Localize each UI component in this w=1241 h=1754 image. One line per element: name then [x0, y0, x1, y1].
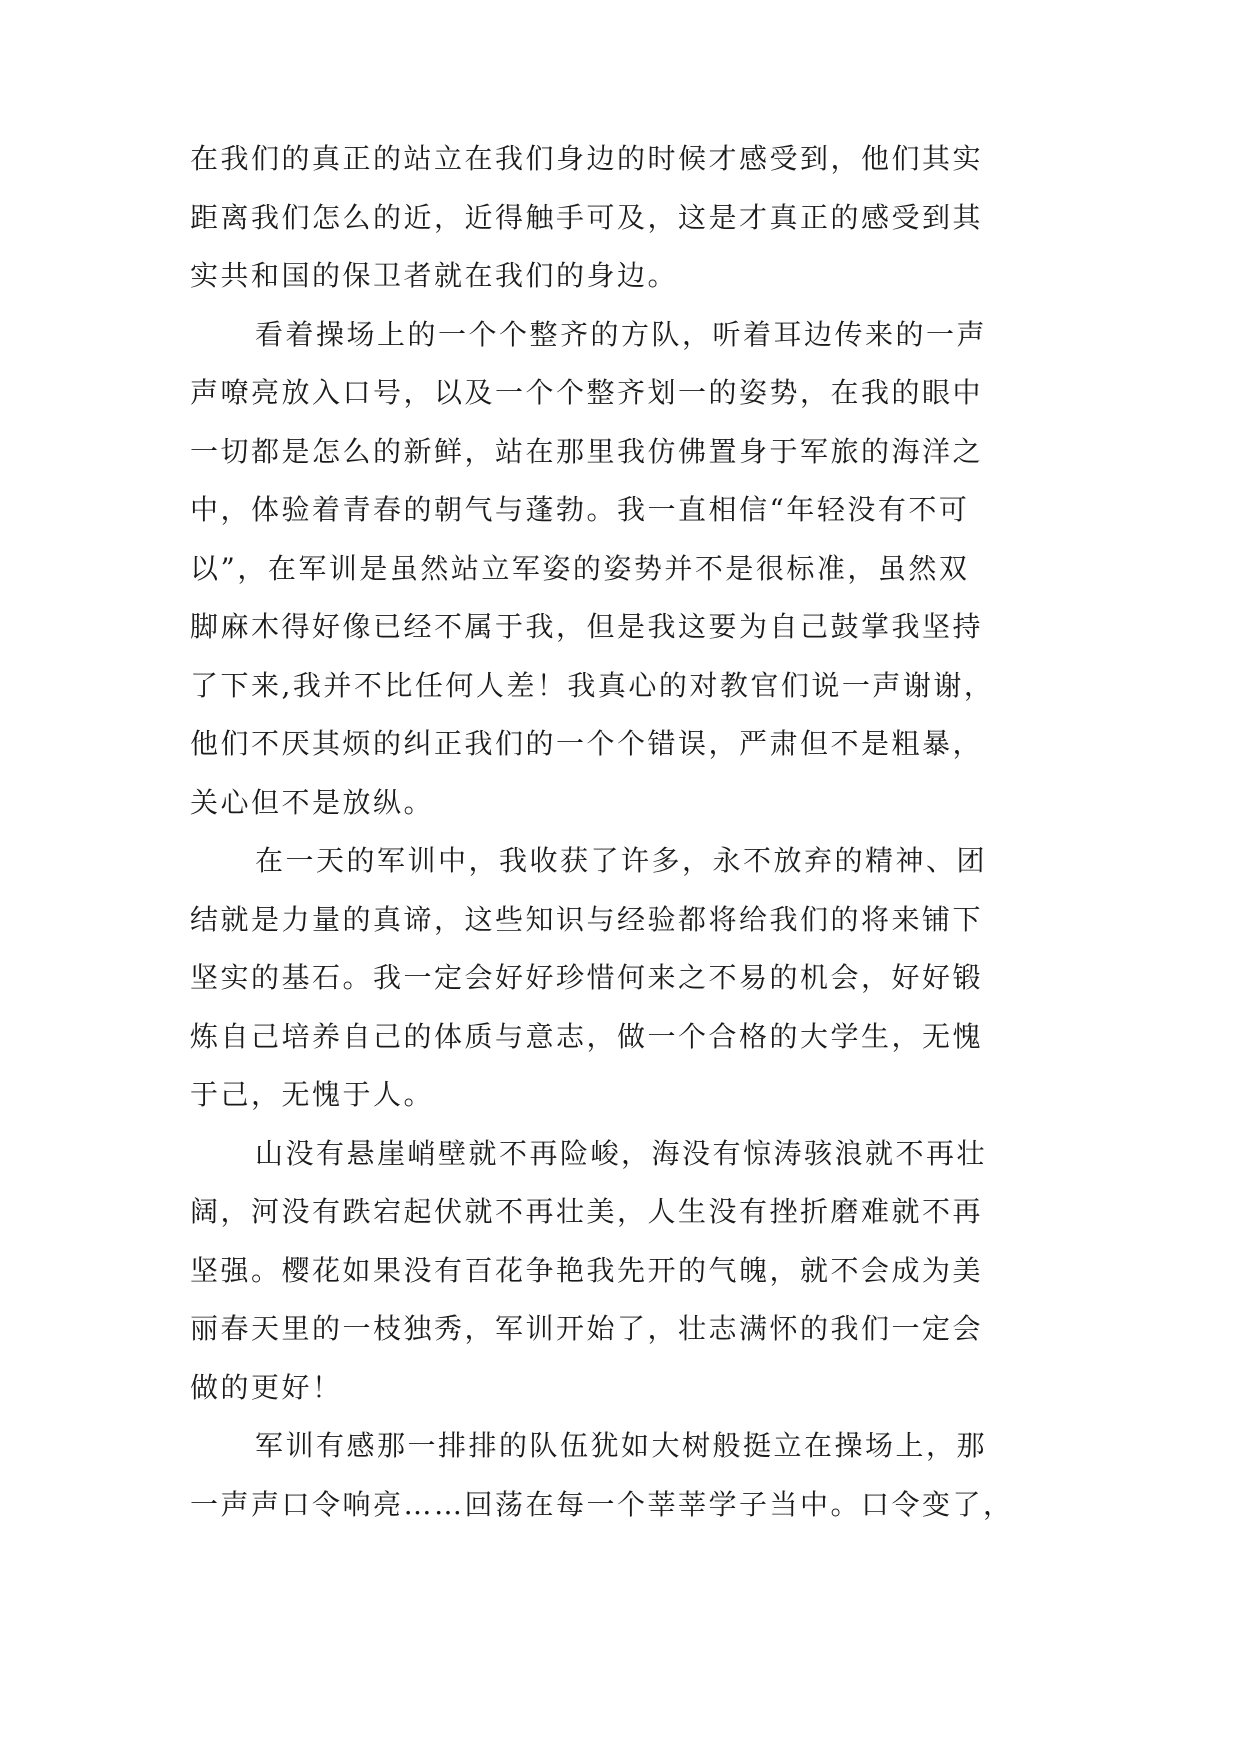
text-line: 声嘹亮放入口号，以及一个个整齐划一的姿势，在我的眼中 — [190, 376, 984, 409]
paragraph-3 — [190, 832, 1060, 1125]
text-line: 军训有感那一排排的队伍犹如大树般挺立在操场上，那 — [255, 1429, 988, 1462]
text-line: 距离我们怎么的近，近得触手可及，这是才真正的感受到其 — [190, 200, 984, 234]
text-line: 他们不厌其烦的纠正我们的一个个错误，严肃但不是粗暴， — [190, 727, 984, 760]
text-line: 做的更好！ — [190, 1370, 343, 1404]
text-line: 结就是力量的真谛，这些知识与经验都将给我们的将来铺下 — [190, 902, 984, 936]
paragraph-2 — [190, 306, 1060, 833]
text-line: 脚麻木得好像已经不属于我，但是我这要为自己鼓掌我坚持 — [190, 610, 984, 643]
text-line: 坚实的基石。我一定会好好珍惜何来之不易的机会，好好锻 — [190, 961, 984, 994]
text-line: 阔，河没有跌宕起伏就不再壮美，人生没有挫折磨难就不再 — [190, 1195, 984, 1228]
text-line: 以”，在军训是虽然站立军姿的姿势并不是很标准，虽然双 — [190, 551, 970, 585]
text-line: 一切都是怎么的新鲜，站在那里我仿佛置身于军旅的海洋之 — [190, 434, 984, 468]
text-line: 丽春天里的一枝独秀，军训开始了，壮志满怀的我们一定会 — [190, 1312, 984, 1345]
paragraph-5 — [190, 1417, 1060, 1534]
text-line: 一声声口令响亮……回荡在每一个莘莘学子当中。口令变了， — [190, 1487, 1014, 1521]
text-line: 于己，无愧于人。 — [190, 1078, 435, 1111]
text-line: 在一天的军训中，我收获了许多，永不放弃的精神、团 — [255, 844, 988, 877]
paragraph-1 — [190, 130, 1060, 306]
text-line: 关心但不是放纵。 — [190, 785, 435, 819]
text-line: 坚强。樱花如果没有百花争艳我先开的气魄，就不会成为美 — [190, 1253, 984, 1287]
text-line: 在我们的真正的站立在我们身边的时候才感受到，他们其实 — [190, 142, 984, 175]
text-line: 炼自己培养自己的体质与意志，做一个合格的大学生，无愧 — [190, 1019, 984, 1053]
text-line: 中，体验着青春的朝气与蓬勃。我一直相信“年轻没有不可 — [190, 493, 970, 526]
text-line: 山没有悬崖峭壁就不再险峻，海没有惊涛骇浪就不再壮 — [255, 1136, 988, 1170]
text-line: 实共和国的保卫者就在我们的身边。 — [190, 259, 679, 292]
text-line: 看着操场上的一个个整齐的方队，听着耳边传来的一声 — [255, 317, 988, 351]
text-line: 了下来,我并不比任何人差！我真心的对教官们说一声谢谢， — [190, 668, 995, 702]
paragraph-4 — [190, 1125, 1060, 1418]
document-body — [190, 130, 1060, 1534]
